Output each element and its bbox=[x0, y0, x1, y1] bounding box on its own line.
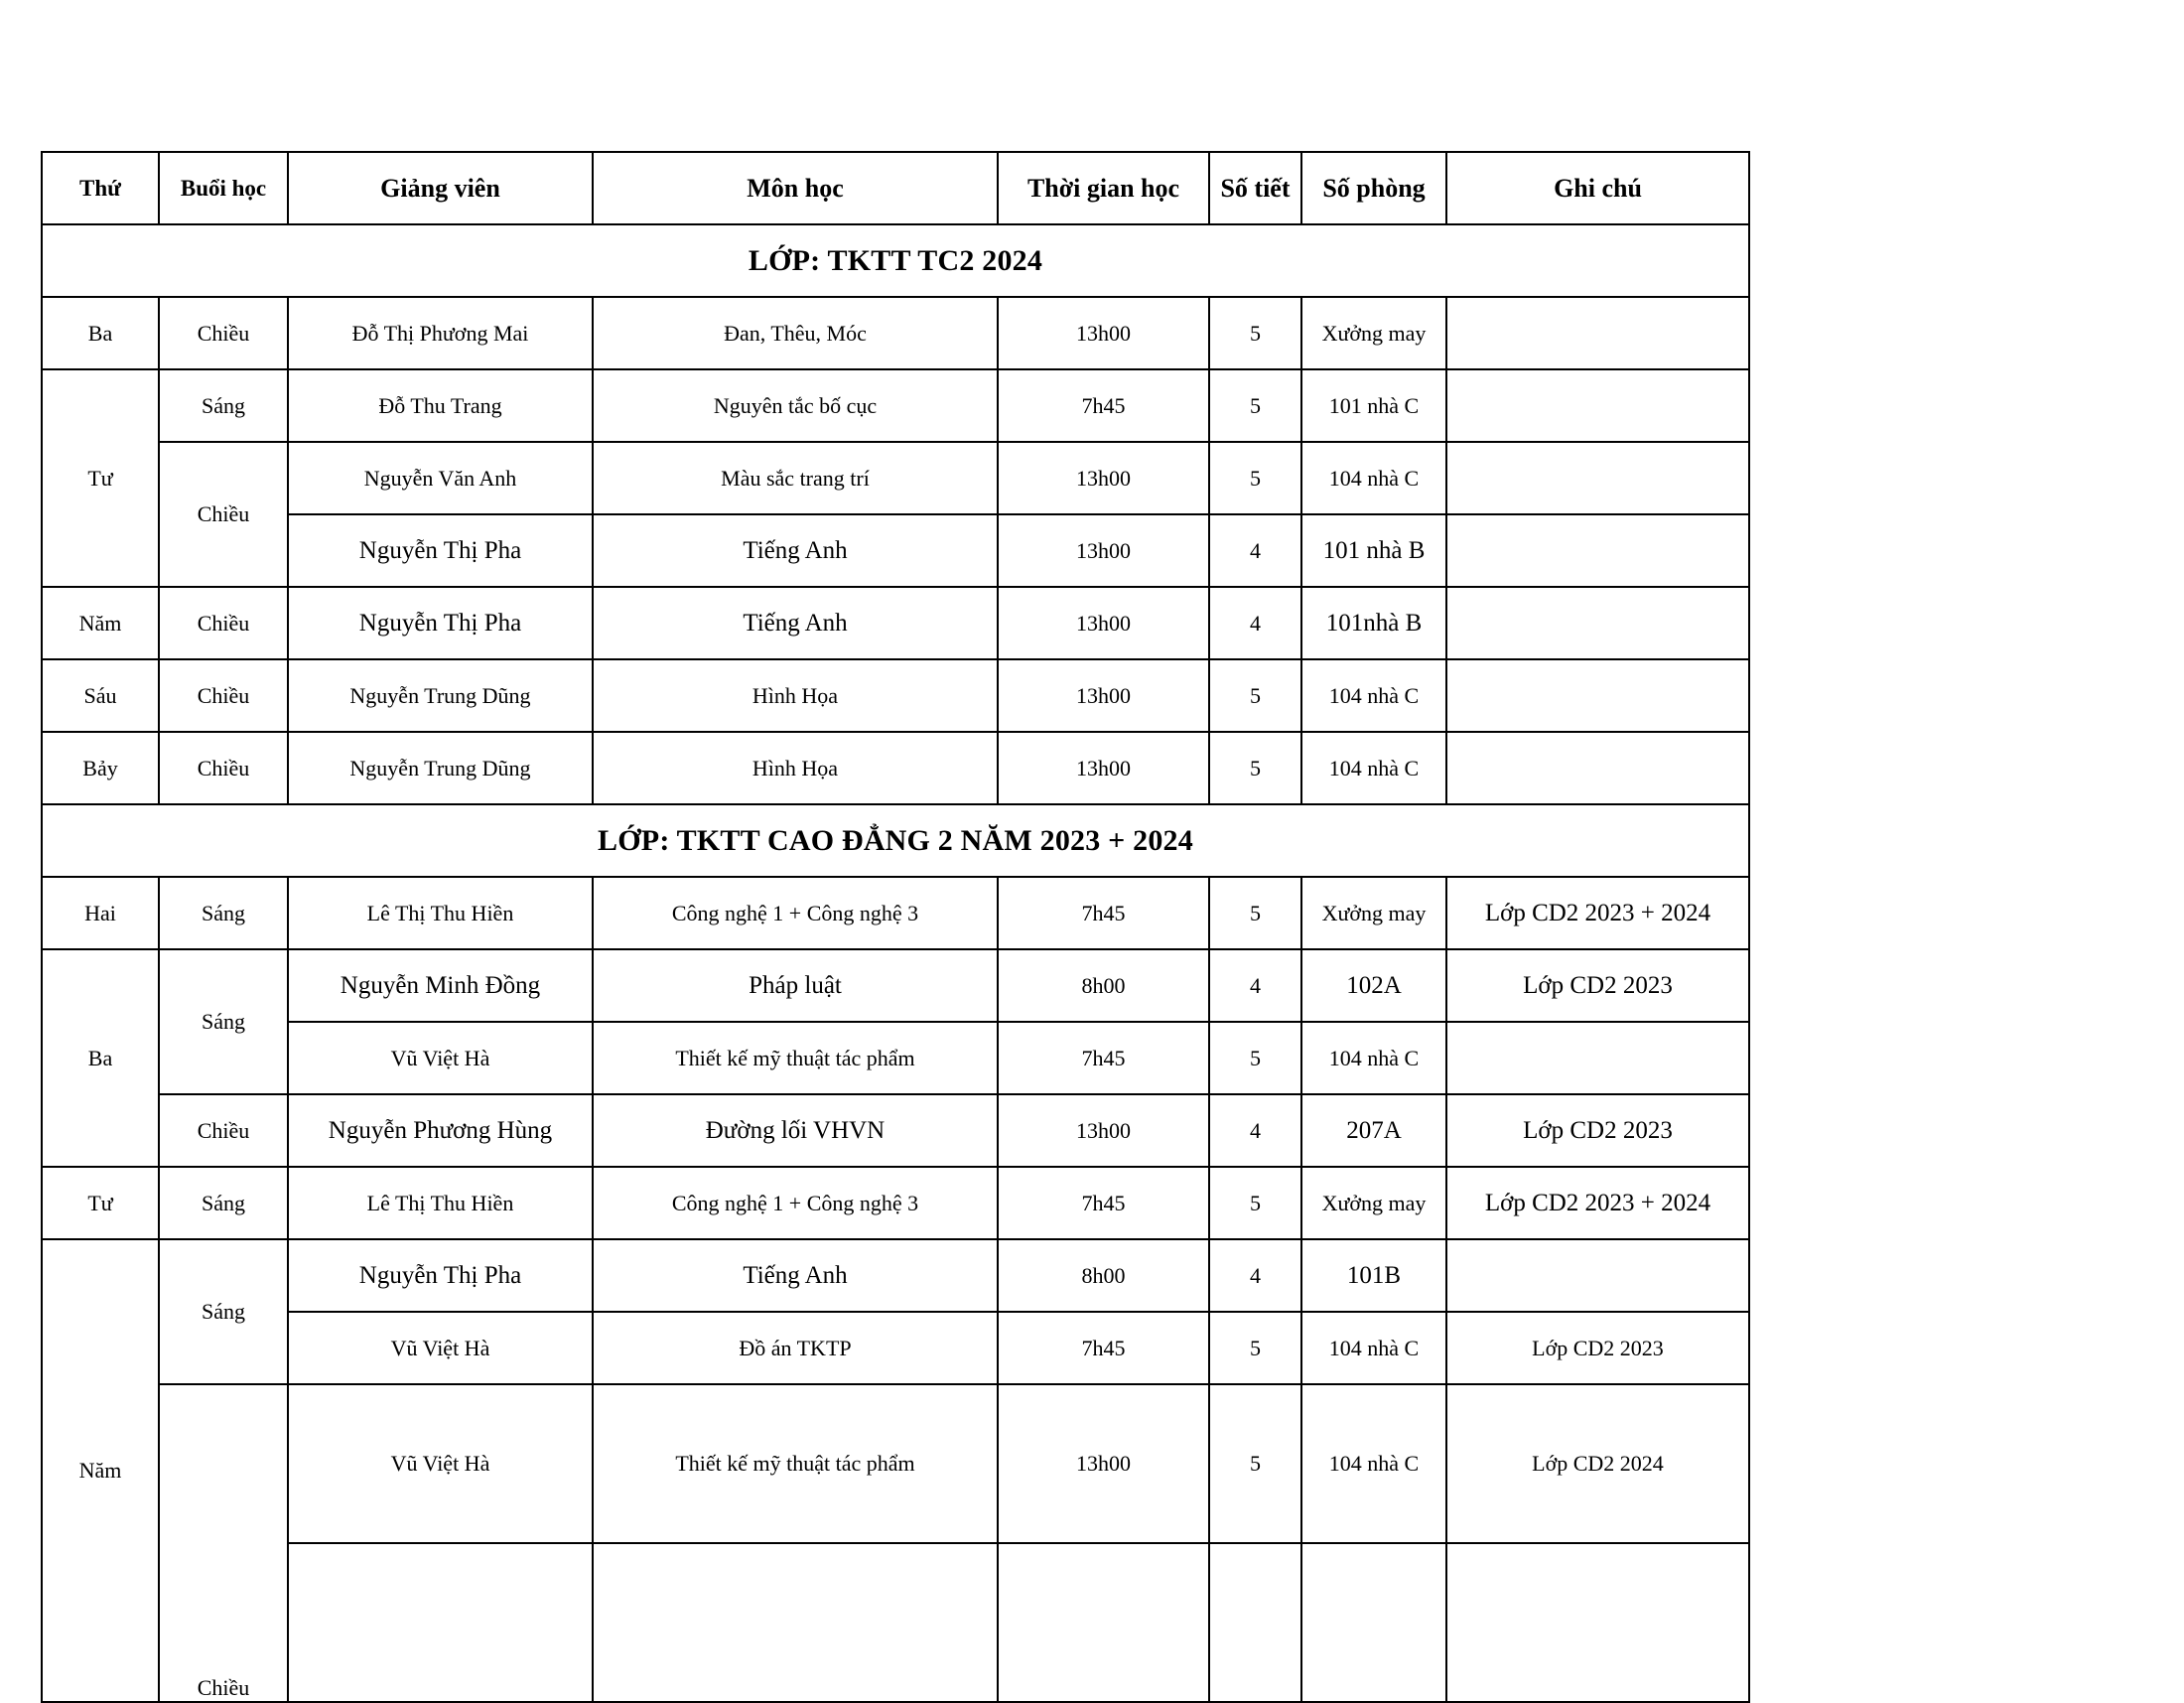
session-cell: Chiều bbox=[159, 442, 288, 587]
periods-cell bbox=[1209, 1543, 1301, 1702]
subject-cell: Tiếng Anh bbox=[593, 1239, 998, 1312]
table-row bbox=[42, 1167, 1749, 1239]
note-cell bbox=[1446, 297, 1749, 369]
table-row bbox=[42, 659, 1749, 732]
table-row bbox=[42, 949, 1749, 1022]
room-cell: 207A bbox=[1301, 1094, 1446, 1167]
table-row bbox=[42, 1094, 1749, 1167]
header-note: Ghi chú bbox=[1446, 152, 1749, 224]
periods-cell: 5 bbox=[1209, 1384, 1301, 1543]
header-session: Buổi học bbox=[159, 152, 288, 224]
note-cell bbox=[1446, 1022, 1749, 1094]
day-cell: Năm bbox=[42, 1239, 159, 1702]
time-cell: 13h00 bbox=[998, 442, 1209, 514]
time-cell: 13h00 bbox=[998, 659, 1209, 732]
subject-cell: Tiếng Anh bbox=[593, 514, 998, 587]
time-cell: 7h45 bbox=[998, 1167, 1209, 1239]
teacher-cell: Nguyễn Trung Dũng bbox=[288, 732, 593, 804]
teacher-cell: Nguyễn Thị Pha bbox=[288, 587, 593, 659]
room-cell: 101nhà B bbox=[1301, 587, 1446, 659]
section-row bbox=[42, 224, 1749, 297]
table-row bbox=[42, 1239, 1749, 1312]
periods-cell: 5 bbox=[1209, 1167, 1301, 1239]
time-cell: 13h00 bbox=[998, 1384, 1209, 1543]
teacher-cell: Vũ Việt Hà bbox=[288, 1022, 593, 1094]
room-cell bbox=[1301, 1543, 1446, 1702]
day-cell: Năm bbox=[42, 587, 159, 659]
note-cell: Lớp CD2 2023 bbox=[1446, 1312, 1749, 1384]
note-cell bbox=[1446, 732, 1749, 804]
table-row bbox=[42, 1312, 1749, 1384]
table-row bbox=[42, 1543, 1749, 1702]
day-cell: Bảy bbox=[42, 732, 159, 804]
time-cell: 7h45 bbox=[998, 369, 1209, 442]
section-row bbox=[42, 804, 1749, 877]
session-cell: Sáng bbox=[159, 949, 288, 1094]
periods-cell: 4 bbox=[1209, 949, 1301, 1022]
table-row bbox=[42, 442, 1749, 514]
subject-cell: Pháp luật bbox=[593, 949, 998, 1022]
room-cell: 104 nhà C bbox=[1301, 732, 1446, 804]
room-cell: 102A bbox=[1301, 949, 1446, 1022]
periods-cell: 5 bbox=[1209, 732, 1301, 804]
time-cell: 13h00 bbox=[998, 732, 1209, 804]
subject-cell: Hình Họa bbox=[593, 659, 998, 732]
note-cell bbox=[1446, 514, 1749, 587]
room-cell: Xưởng may bbox=[1301, 297, 1446, 369]
room-cell: 101 nhà B bbox=[1301, 514, 1446, 587]
teacher-cell: Nguyễn Minh Đồng bbox=[288, 949, 593, 1022]
schedule-table-wrapper bbox=[41, 151, 1748, 1700]
table-row bbox=[42, 1384, 1749, 1543]
table-row bbox=[42, 587, 1749, 659]
note-cell: Lớp CD2 2023 bbox=[1446, 949, 1749, 1022]
teacher-cell: Nguyễn Thị Pha bbox=[288, 514, 593, 587]
room-cell: 104 nhà C bbox=[1301, 1384, 1446, 1543]
teacher-cell: Lê Thị Thu Hiền bbox=[288, 877, 593, 949]
session-cell: Sáng bbox=[159, 369, 288, 442]
day-cell: Tư bbox=[42, 369, 159, 587]
day-cell: Hai bbox=[42, 877, 159, 949]
room-cell: 104 nhà C bbox=[1301, 659, 1446, 732]
periods-cell: 5 bbox=[1209, 297, 1301, 369]
subject-cell: Công nghệ 1 + Công nghệ 3 bbox=[593, 1167, 998, 1239]
session-cell-text: Chiều bbox=[197, 1675, 250, 1700]
periods-cell: 4 bbox=[1209, 514, 1301, 587]
room-cell: 101 nhà C bbox=[1301, 369, 1446, 442]
time-cell: 13h00 bbox=[998, 587, 1209, 659]
header-subject: Môn học bbox=[593, 152, 998, 224]
day-cell: Tư bbox=[42, 1167, 159, 1239]
teacher-cell: Nguyễn Phương Hùng bbox=[288, 1094, 593, 1167]
note-cell: Lớp CD2 2023 + 2024 bbox=[1446, 877, 1749, 949]
day-cell: Sáu bbox=[42, 659, 159, 732]
day-cell: Ba bbox=[42, 297, 159, 369]
day-cell: Ba bbox=[42, 949, 159, 1167]
session-cell: Chiều bbox=[159, 659, 288, 732]
periods-cell: 5 bbox=[1209, 877, 1301, 949]
note-cell bbox=[1446, 587, 1749, 659]
room-cell: Xưởng may bbox=[1301, 877, 1446, 949]
session-cell: Sáng bbox=[159, 877, 288, 949]
subject-cell: Đồ án TKTP bbox=[593, 1312, 998, 1384]
table-row bbox=[42, 369, 1749, 442]
subject-cell: Đường lối VHVN bbox=[593, 1094, 998, 1167]
time-cell: 13h00 bbox=[998, 514, 1209, 587]
teacher-cell: Nguyễn Thị Pha bbox=[288, 1239, 593, 1312]
session-cell: Chiều bbox=[159, 297, 288, 369]
teacher-cell: Vũ Việt Hà bbox=[288, 1384, 593, 1543]
teacher-cell: Vũ Việt Hà bbox=[288, 1312, 593, 1384]
subject-cell: Thiết kế mỹ thuật tác phẩm bbox=[593, 1022, 998, 1094]
teacher-cell: Đỗ Thu Trang bbox=[288, 369, 593, 442]
note-cell bbox=[1446, 659, 1749, 732]
time-cell: 13h00 bbox=[998, 297, 1209, 369]
time-cell: 7h45 bbox=[998, 1312, 1209, 1384]
periods-cell: 5 bbox=[1209, 1312, 1301, 1384]
room-cell: 101B bbox=[1301, 1239, 1446, 1312]
periods-cell: 4 bbox=[1209, 587, 1301, 659]
subject-cell: Hình Họa bbox=[593, 732, 998, 804]
header-day: Thứ bbox=[42, 152, 159, 224]
time-cell bbox=[998, 1543, 1209, 1702]
teacher-cell bbox=[288, 1543, 593, 1702]
schedule-table bbox=[41, 151, 1750, 1703]
subject-cell: Tiếng Anh bbox=[593, 587, 998, 659]
header-row bbox=[42, 152, 1749, 224]
note-cell: Lớp CD2 2024 bbox=[1446, 1384, 1749, 1543]
periods-cell: 5 bbox=[1209, 442, 1301, 514]
teacher-cell: Lê Thị Thu Hiền bbox=[288, 1167, 593, 1239]
note-cell bbox=[1446, 1239, 1749, 1312]
note-cell: Lớp CD2 2023 bbox=[1446, 1094, 1749, 1167]
time-cell: 7h45 bbox=[998, 877, 1209, 949]
table-row bbox=[42, 514, 1749, 587]
subject-cell: Thiết kế mỹ thuật tác phẩm bbox=[593, 1384, 998, 1543]
room-cell: 104 nhà C bbox=[1301, 1022, 1446, 1094]
subject-cell: Công nghệ 1 + Công nghệ 3 bbox=[593, 877, 998, 949]
room-cell: Xưởng may bbox=[1301, 1167, 1446, 1239]
periods-cell: 5 bbox=[1209, 369, 1301, 442]
subject-cell: Màu sắc trang trí bbox=[593, 442, 998, 514]
section-title: LỚP: TKTT TC2 2024 bbox=[42, 224, 1749, 297]
header-teacher: Giảng viên bbox=[288, 152, 593, 224]
note-cell bbox=[1446, 442, 1749, 514]
periods-cell: 5 bbox=[1209, 659, 1301, 732]
table-row bbox=[42, 297, 1749, 369]
session-cell: Sáng bbox=[159, 1167, 288, 1239]
session-cell: Sáng bbox=[159, 1239, 288, 1384]
header-room: Số phòng bbox=[1301, 152, 1446, 224]
note-cell: Lớp CD2 2023 + 2024 bbox=[1446, 1167, 1749, 1239]
periods-cell: 4 bbox=[1209, 1239, 1301, 1312]
teacher-cell: Nguyễn Trung Dũng bbox=[288, 659, 593, 732]
table-row bbox=[42, 1022, 1749, 1094]
time-cell: 13h00 bbox=[998, 1094, 1209, 1167]
room-cell: 104 nhà C bbox=[1301, 442, 1446, 514]
session-cell: Chiều bbox=[159, 587, 288, 659]
session-cell: Chiều bbox=[159, 732, 288, 804]
session-cell: Chiều bbox=[159, 1094, 288, 1167]
header-periods: Số tiết bbox=[1209, 152, 1301, 224]
room-cell: 104 nhà C bbox=[1301, 1312, 1446, 1384]
header-time: Thời gian học bbox=[998, 152, 1209, 224]
table-row bbox=[42, 877, 1749, 949]
note-cell bbox=[1446, 1543, 1749, 1702]
subject-cell: Đan, Thêu, Móc bbox=[593, 297, 998, 369]
time-cell: 7h45 bbox=[998, 1022, 1209, 1094]
time-cell: 8h00 bbox=[998, 1239, 1209, 1312]
time-cell: 8h00 bbox=[998, 949, 1209, 1022]
table-row bbox=[42, 732, 1749, 804]
subject-cell bbox=[593, 1543, 998, 1702]
subject-cell: Nguyên tắc bố cục bbox=[593, 369, 998, 442]
teacher-cell: Đỗ Thị Phương Mai bbox=[288, 297, 593, 369]
note-cell bbox=[1446, 369, 1749, 442]
periods-cell: 5 bbox=[1209, 1022, 1301, 1094]
teacher-cell: Nguyễn Văn Anh bbox=[288, 442, 593, 514]
section-title: LỚP: TKTT CAO ĐẲNG 2 NĂM 2023 + 2024 bbox=[42, 804, 1749, 877]
periods-cell: 4 bbox=[1209, 1094, 1301, 1167]
session-cell bbox=[159, 1384, 288, 1702]
